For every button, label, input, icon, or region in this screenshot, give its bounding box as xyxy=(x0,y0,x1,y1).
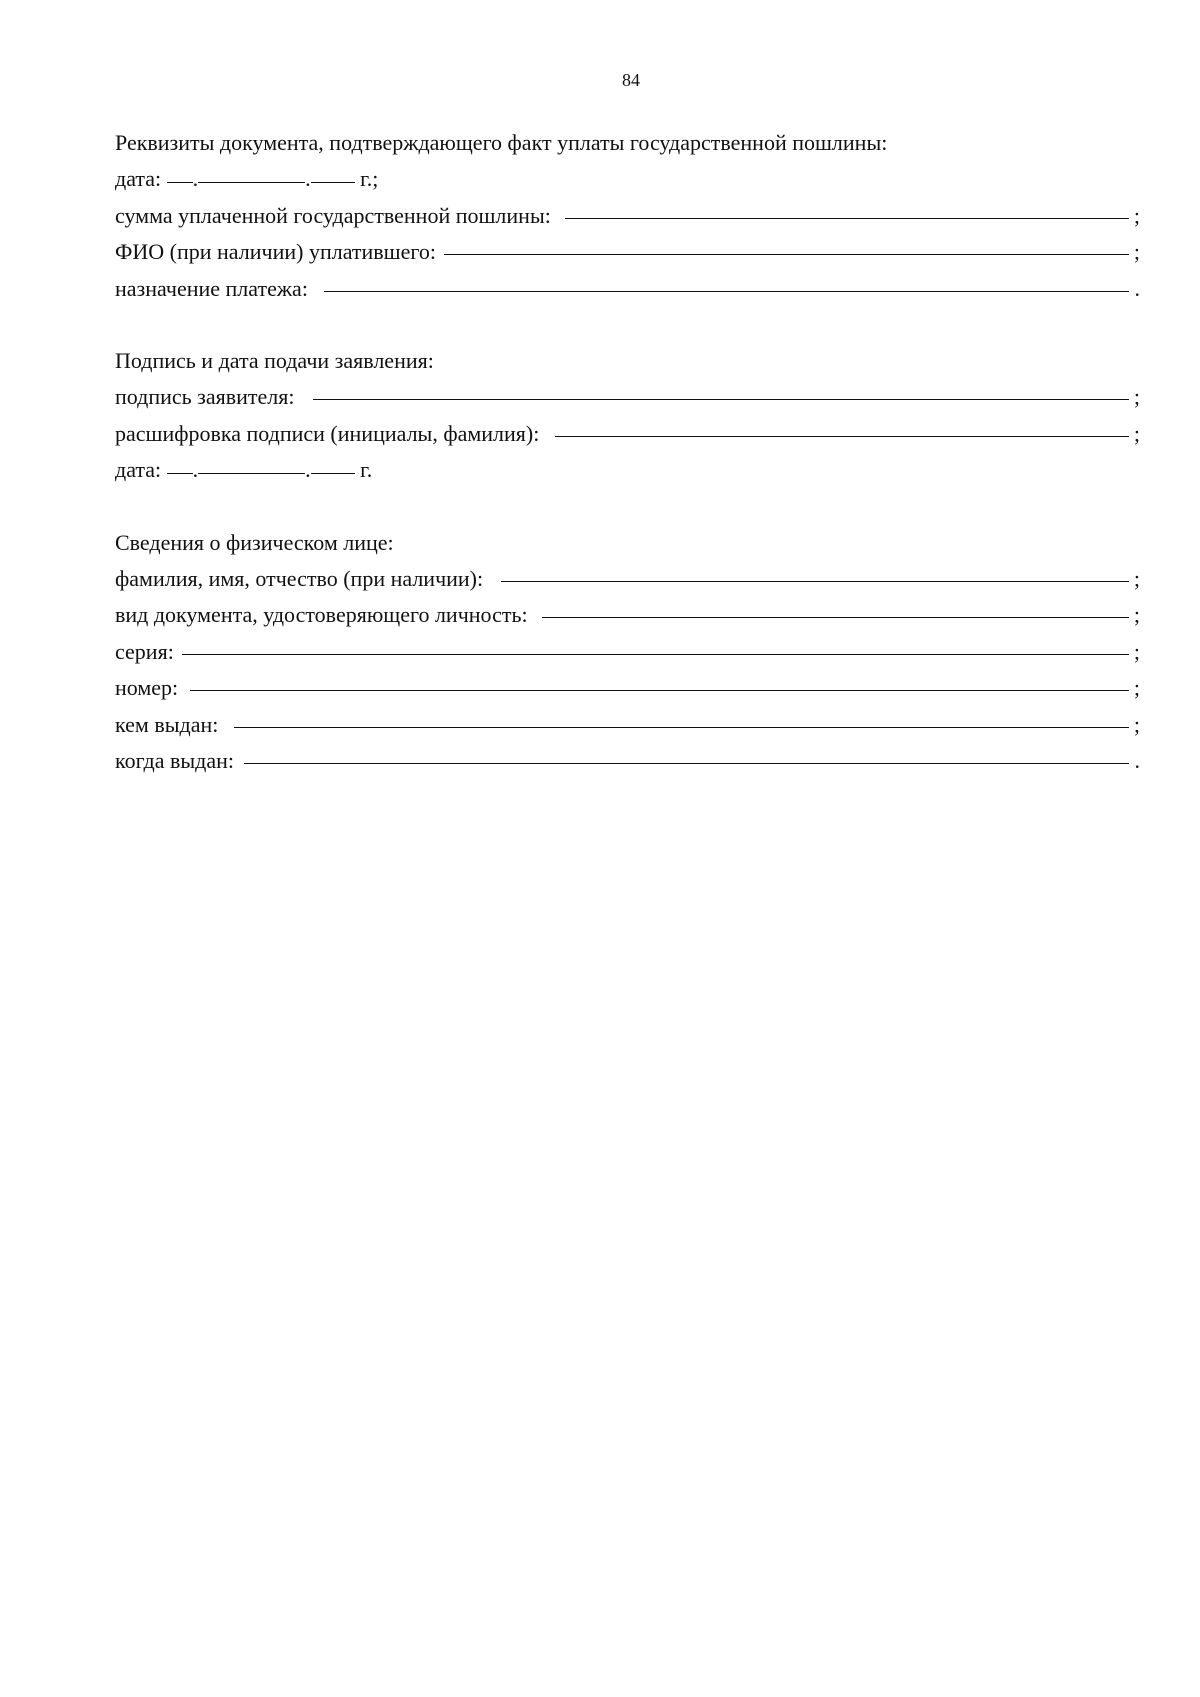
period: . xyxy=(1134,748,1140,773)
payment-date-row xyxy=(115,161,1140,198)
issued-when-field[interactable] xyxy=(244,763,1129,764)
payer-name-row xyxy=(115,234,1140,271)
submission-date-month-blank[interactable] xyxy=(198,473,305,474)
series-row xyxy=(115,634,1140,671)
submission-date-dot-1: . xyxy=(192,457,199,482)
id-doc-type-field[interactable] xyxy=(542,617,1129,618)
payment-date-month-blank[interactable] xyxy=(198,182,305,183)
signature-transcript-label: расшифровка подписи (инициалы, фамилия): xyxy=(115,420,540,446)
person-section-title: Сведения о физическом лице: xyxy=(115,529,394,555)
applicant-signature-label: подпись заявителя: xyxy=(115,384,295,409)
issued-by-field[interactable] xyxy=(234,727,1129,728)
payment-date-day-blank[interactable] xyxy=(167,182,193,183)
payment-amount-label: сумма уплаченной государственной пошлины: xyxy=(115,202,551,228)
payment-purpose-field[interactable] xyxy=(324,291,1129,292)
issued-when-label: когда выдан: xyxy=(115,748,234,773)
payment-section xyxy=(115,124,1140,307)
issued-by-label: кем выдан: xyxy=(115,711,219,737)
semicolon: ; xyxy=(1133,384,1140,409)
payment-date-dot-2: . xyxy=(305,166,311,191)
payment-date-year-blank[interactable] xyxy=(311,182,355,183)
signature-section xyxy=(115,342,1140,489)
id-doc-type-label: вид документа, удостоверяющего личность: xyxy=(115,602,528,627)
payment-amount-row xyxy=(115,198,1140,235)
page-number: 84 xyxy=(622,70,640,90)
signature-transcript-row xyxy=(115,416,1140,453)
series-label: серия: xyxy=(115,638,174,664)
number-label: номер: xyxy=(115,675,179,700)
fullname-field[interactable] xyxy=(501,581,1129,582)
applicant-signature-row xyxy=(115,379,1140,416)
payment-date-suffix: г.; xyxy=(360,166,379,191)
payment-section-title: Реквизиты документа, подтверждающего факт уплаты государственной пошлины: xyxy=(115,130,888,155)
semicolon: ; xyxy=(1133,565,1140,591)
submission-date-dot-2: . xyxy=(305,457,311,482)
number-row xyxy=(115,670,1140,707)
issued-by-row xyxy=(115,707,1140,744)
series-field[interactable] xyxy=(182,654,1129,655)
semicolon: ; xyxy=(1133,675,1140,700)
number-field[interactable] xyxy=(190,690,1129,691)
applicant-signature-field[interactable] xyxy=(313,399,1129,400)
fullname-row xyxy=(115,561,1140,598)
semicolon: ; xyxy=(1133,602,1140,627)
semicolon: ; xyxy=(1133,202,1140,228)
payer-name-field[interactable] xyxy=(444,254,1129,255)
fullname-label: фамилия, имя, отчество (при наличии): xyxy=(115,565,484,591)
submission-date-year-blank[interactable] xyxy=(311,473,355,474)
semicolon: ; xyxy=(1133,638,1140,664)
submission-date-row xyxy=(115,452,1140,489)
id-doc-type-row xyxy=(115,597,1140,634)
issued-when-row xyxy=(115,743,1140,780)
submission-date-suffix: г. xyxy=(360,457,373,482)
period: . xyxy=(1134,275,1140,301)
signature-transcript-field[interactable] xyxy=(555,436,1129,437)
person-section xyxy=(115,524,1140,780)
payment-date-label: дата: xyxy=(115,166,162,191)
payer-name-label: ФИО (при наличии) уплатившего: xyxy=(115,239,436,264)
payment-amount-field[interactable] xyxy=(565,218,1129,219)
payment-purpose-row xyxy=(115,271,1140,308)
semicolon: ; xyxy=(1133,420,1140,446)
semicolon: ; xyxy=(1133,711,1140,737)
semicolon: ; xyxy=(1133,239,1140,264)
form-content xyxy=(115,124,1140,815)
submission-date-label: дата: xyxy=(115,457,162,482)
submission-date-day-blank[interactable] xyxy=(167,473,193,474)
payment-purpose-label: назначение платежа: xyxy=(115,275,308,301)
signature-section-title: Подпись и дата подачи заявления: xyxy=(115,348,434,373)
payment-date-dot-1: . xyxy=(192,166,199,191)
